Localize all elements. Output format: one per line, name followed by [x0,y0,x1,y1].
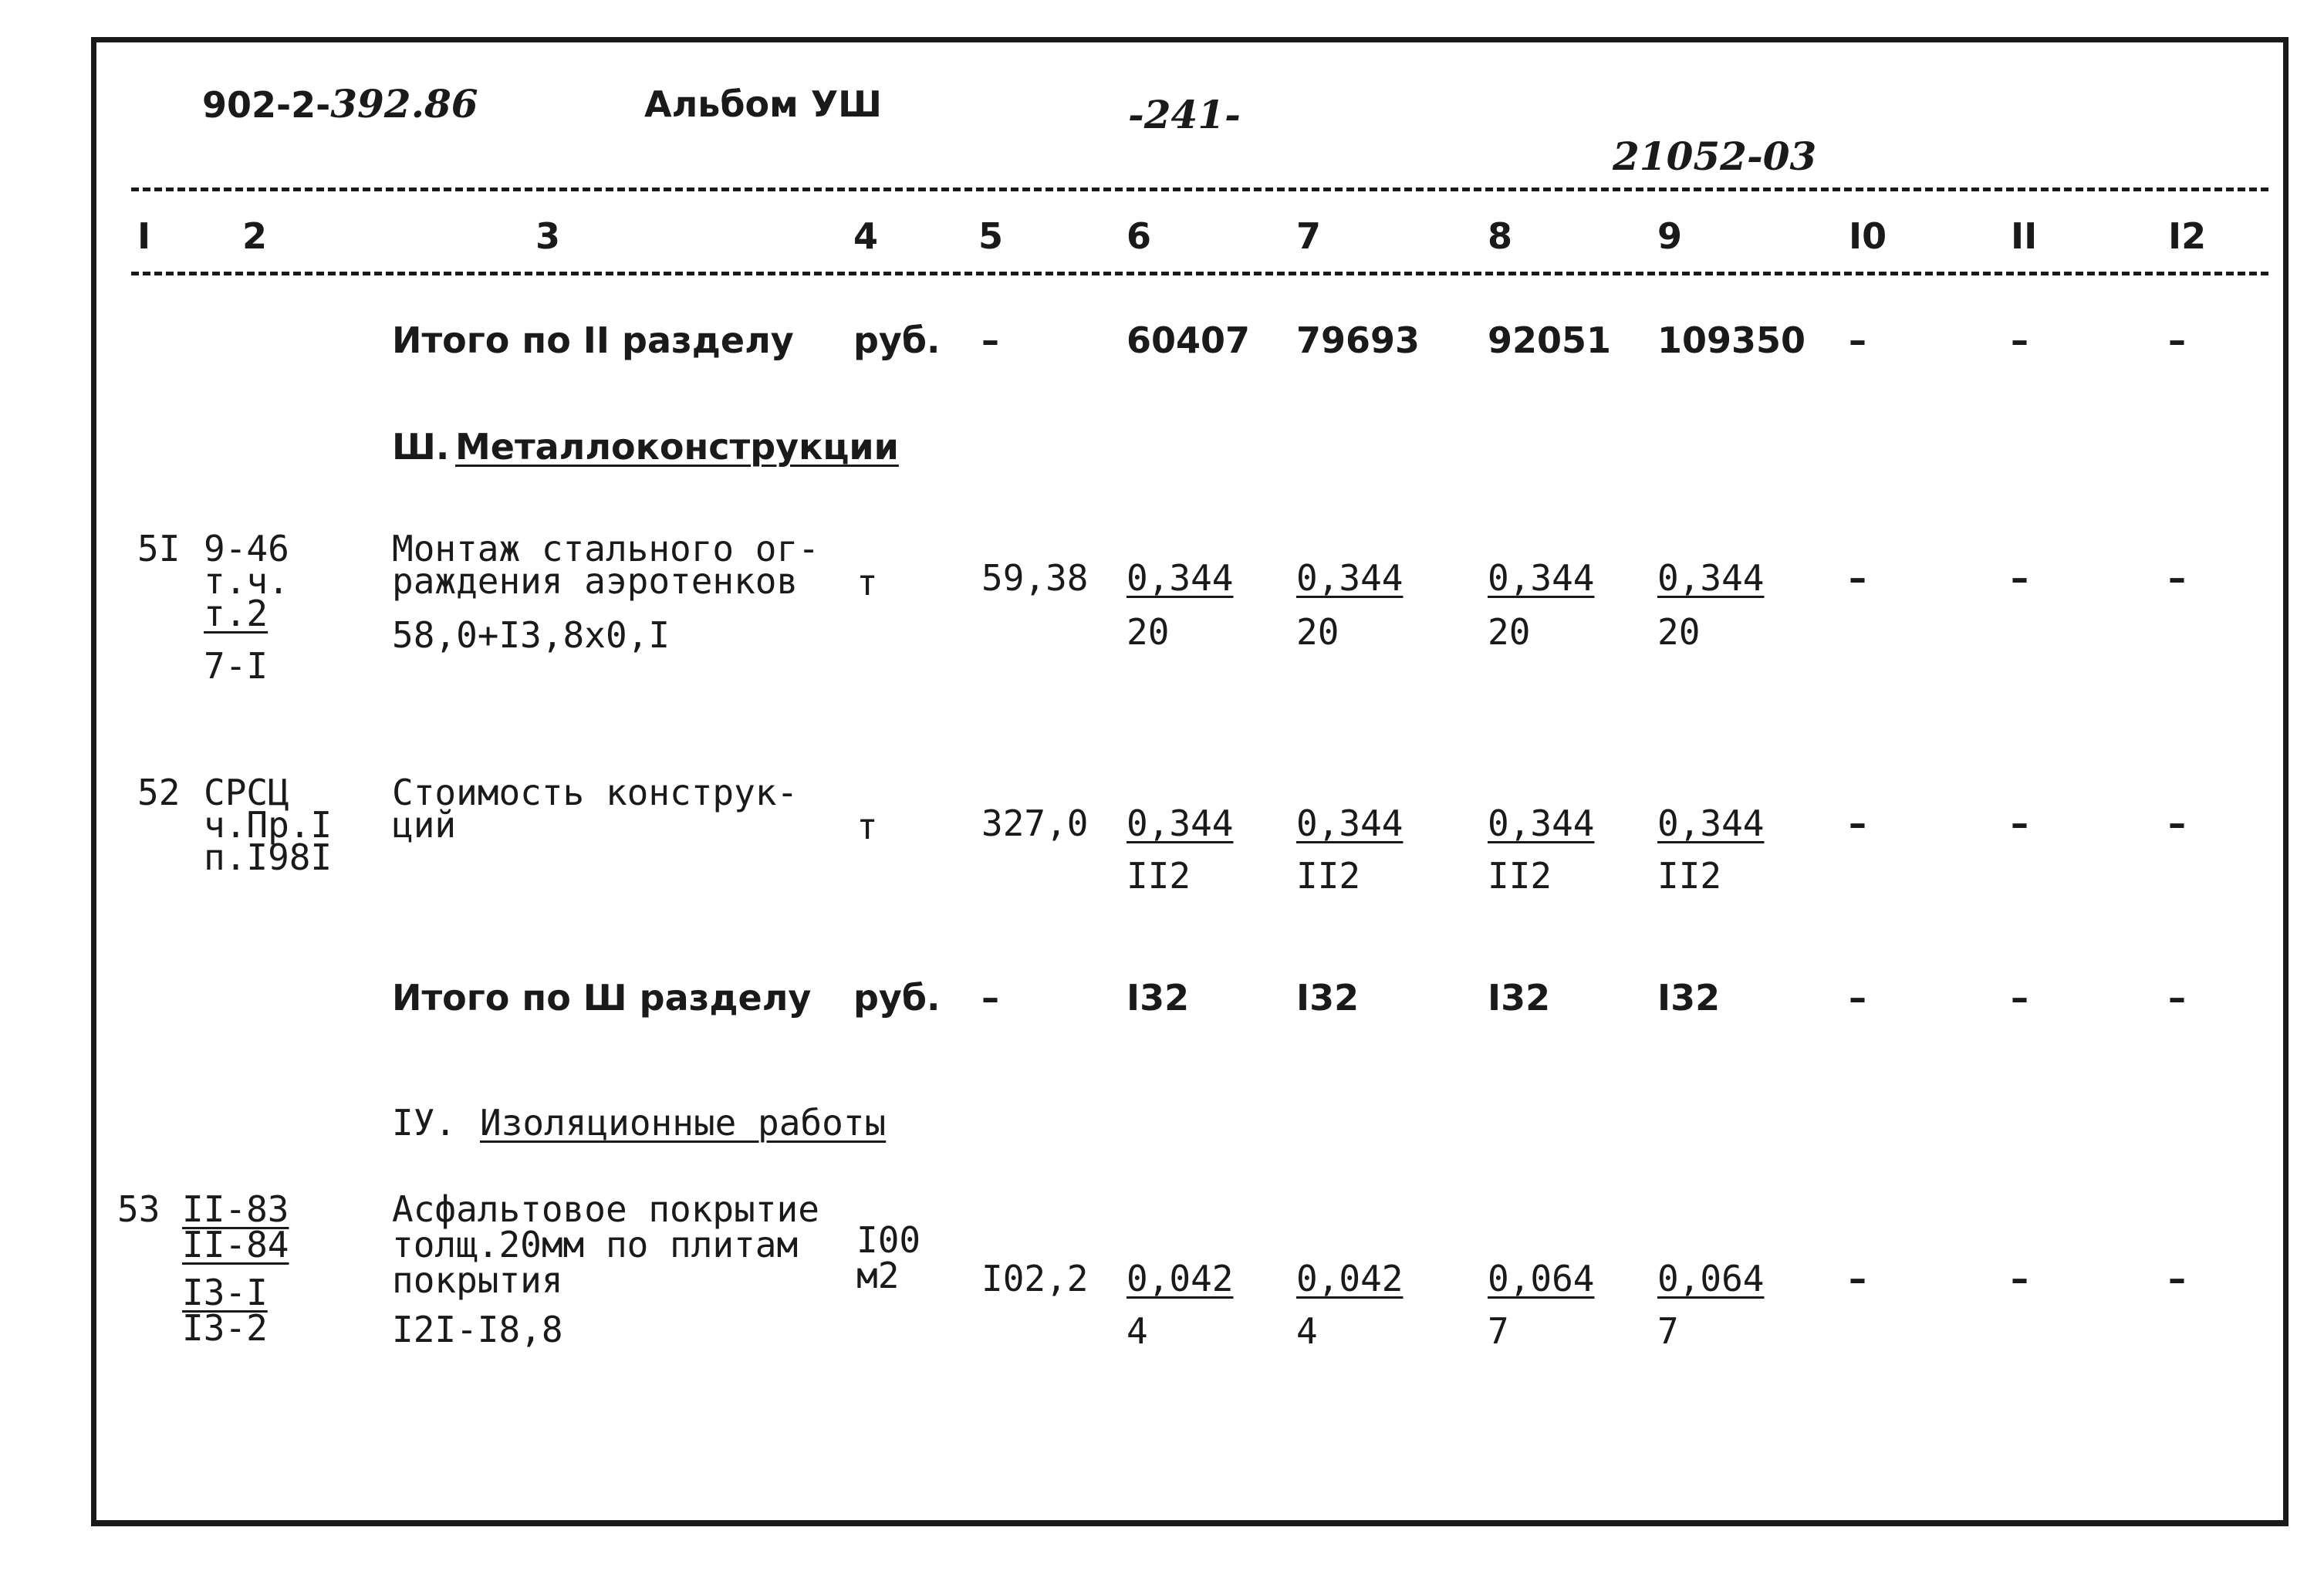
doc-code-prefix: 902-2- [202,84,331,126]
cell-col11: – [2011,1258,2028,1299]
cell-col12: – [2168,1258,2186,1299]
cell-col11: – [2011,803,2028,844]
cell-col5: – [981,977,999,1019]
cell-col7: I32 [1296,977,1360,1019]
cell-col8-top: 0,344 [1488,803,1595,844]
code-line-3: п.I98I [204,836,333,878]
cell-col6-bottom: 4 [1127,1310,1148,1352]
cell-col12: – [2168,977,2186,1019]
cell-col7-top: 0,042 [1296,1258,1404,1299]
cell-col10: – [1849,557,1866,599]
col-header-11: II [2011,215,2038,257]
unit-cell: руб. [853,319,941,361]
cell-col12: – [2168,557,2186,599]
row-number: 52 [137,772,181,813]
unit-cell: т [856,562,878,603]
cell-col6-top: 0,344 [1127,557,1234,599]
code-line-2: II-84 [182,1224,289,1265]
cell-col5: – [981,319,999,361]
page-number: -241- [1128,92,1241,137]
code-line-3: I3-I [182,1272,268,1313]
description-formula: I2I-I8,8 [392,1309,563,1350]
description-line-1: Монтаж стального ог- [392,528,819,569]
section-title: Металлоконструкции [455,426,899,468]
col-header-8: 8 [1488,215,1513,257]
col-header-3: 3 [535,215,561,257]
code-line-2: ч.Пр.I [204,804,333,846]
description-line-1: Стоимость конструк- [392,772,799,813]
section-title: Изоляционные работы [480,1102,887,1144]
total-label: Итого по II разделу [392,319,794,361]
cell-col9-top: 0,344 [1657,803,1765,844]
cell-col12: – [2168,803,2186,844]
section-number: IУ. [392,1102,457,1144]
header-rule-bottom [131,272,2268,275]
code-line-1: 9-46 [204,528,289,569]
cell-col8: 92051 [1488,319,1612,361]
code-line-3: т.2 [204,593,269,634]
row-number: 53 [117,1188,160,1230]
unit-cell: т [856,806,878,847]
cell-col5: I02,2 [981,1258,1089,1299]
code-line-1: СРСЦ [204,772,289,813]
cell-col8-top: 0,344 [1488,557,1595,599]
cell-col11: – [2011,977,2028,1019]
code-line-2: т.ч. [204,560,289,602]
description-line-3: покрытия [392,1259,563,1301]
row-number: 5I [137,528,181,569]
description-line-2: раждения аэротенков [392,560,799,602]
cell-col7: 79693 [1296,319,1420,361]
col-header-10: I0 [1849,215,1887,257]
cell-col10: – [1849,319,1866,361]
col-header-12: I2 [2168,215,2207,257]
description-line-1: Асфальтовое покрытие [392,1188,819,1230]
description-line-2: толщ.20мм по плитам [392,1224,799,1265]
unit-cell-line-2: м2 [856,1255,900,1296]
cell-col9: I32 [1657,977,1721,1019]
cell-col8-bottom: 7 [1488,1310,1509,1352]
cell-col6: I32 [1127,977,1190,1019]
cell-col7-bottom: 20 [1296,611,1339,653]
description-line-2: ций [392,804,457,846]
cell-col9-top: 0,344 [1657,557,1765,599]
header-rule-top [131,188,2268,191]
cell-col9: 109350 [1657,319,1806,361]
cell-col6-bottom: II2 [1127,855,1191,897]
col-header-2: 2 [242,215,268,257]
code-line-4: I3-2 [182,1307,268,1349]
col-header-1: I [137,215,151,257]
col-header-5: 5 [978,215,1004,257]
cell-col6-bottom: 20 [1127,611,1170,653]
code-line-1: II-83 [182,1188,289,1230]
section-number: Ш. [392,426,450,468]
cell-col6: 60407 [1127,319,1251,361]
total-label: Итого по Ш разделу [392,977,812,1019]
code-line-4: 7-I [204,645,269,687]
cell-col12: – [2168,319,2186,361]
cell-col8-top: 0,064 [1488,1258,1595,1299]
unit-cell: руб. [853,977,941,1019]
doc-code [202,81,478,127]
cell-col5: 327,0 [981,803,1089,844]
cell-col7-top: 0,344 [1296,557,1404,599]
cell-col8-bottom: 20 [1488,611,1531,653]
description-formula: 58,0+I3,8x0,I [392,614,671,656]
col-header-7: 7 [1296,215,1322,257]
cell-col7-bottom: 4 [1296,1310,1318,1352]
cell-col5: 59,38 [981,557,1089,599]
cell-col9-bottom: 20 [1657,611,1701,653]
cell-col7-top: 0,344 [1296,803,1404,844]
album-label: Альбом УШ [644,83,883,125]
cell-col6-top: 0,344 [1127,803,1234,844]
cell-col7-bottom: II2 [1296,855,1361,897]
cell-col10: – [1849,1258,1866,1299]
cell-col10: – [1849,803,1866,844]
unit-cell-line-1: I00 [856,1219,921,1261]
sheet-code: 21052-03 [1613,133,1817,179]
cell-col8-bottom: II2 [1488,855,1552,897]
cell-col10: – [1849,977,1866,1019]
doc-code-handwritten: 392.86 [330,81,478,127]
cell-col9-bottom: II2 [1657,855,1722,897]
col-header-9: 9 [1657,215,1683,257]
cell-col9-top: 0,064 [1657,1258,1765,1299]
cell-col11: – [2011,557,2028,599]
cell-col6-top: 0,042 [1127,1258,1234,1299]
cell-col11: – [2011,319,2028,361]
col-header-4: 4 [853,215,879,257]
cell-col9-bottom: 7 [1657,1310,1679,1352]
col-header-6: 6 [1127,215,1152,257]
cell-col8: I32 [1488,977,1551,1019]
